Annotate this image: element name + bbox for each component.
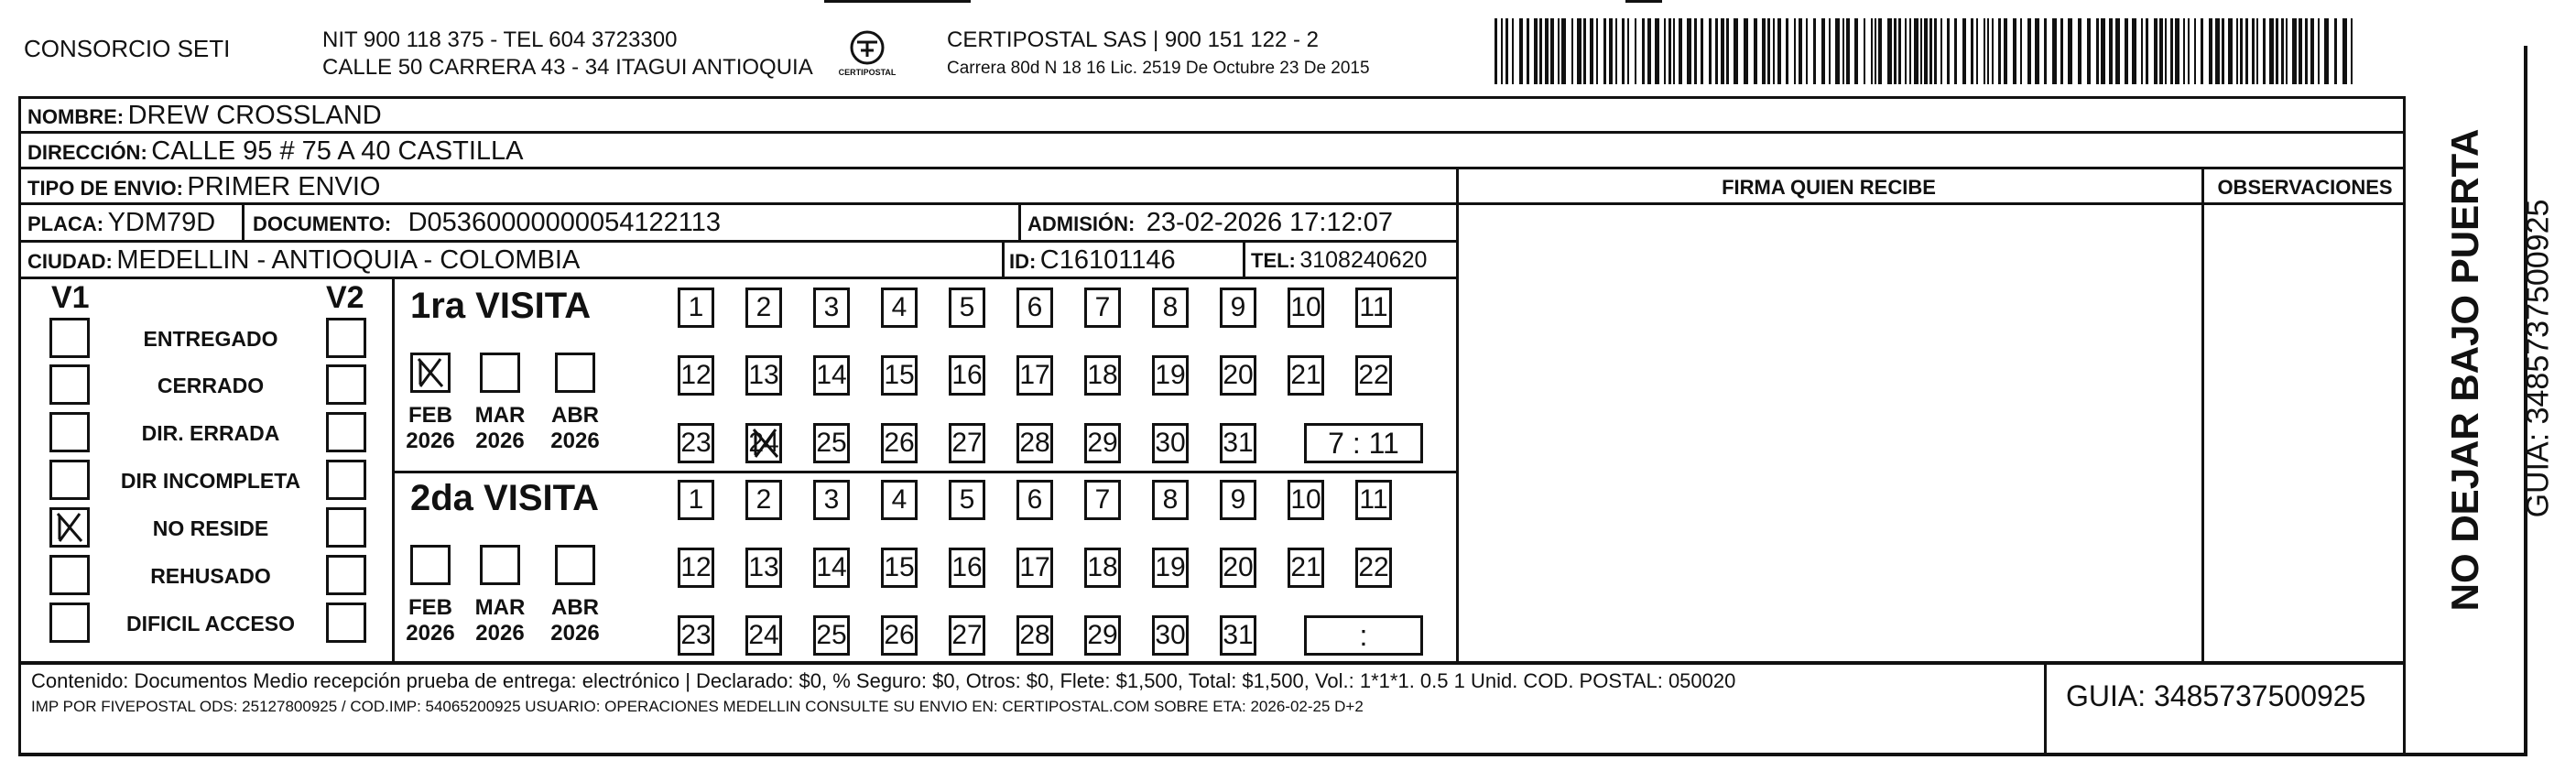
day-box[interactable]: 25 [813, 615, 850, 656]
day-box[interactable]: 12 [678, 355, 714, 396]
day-box[interactable]: 10 [1288, 480, 1324, 520]
first-visit-title: 1ra VISITA [410, 286, 592, 326]
license-line: Carrera 80d N 18 16 Lic. 2519 De Octubre 23 De 2015 [947, 59, 1370, 78]
month-checkbox[interactable] [555, 353, 595, 393]
day-box[interactable]: 14 [813, 355, 850, 396]
v1-checkbox[interactable] [49, 507, 90, 548]
month-year: 2026 [406, 429, 455, 453]
admision-divider [1018, 202, 1021, 240]
admision-row [1027, 208, 1393, 238]
v2-checkbox[interactable] [326, 364, 366, 405]
month-name: MAR [474, 595, 526, 620]
day-box[interactable]: 22 [1355, 355, 1392, 396]
day-box[interactable]: 11 [1355, 480, 1392, 520]
time-field[interactable]: : [1304, 615, 1423, 656]
placa-label: PLACA: [27, 212, 104, 235]
day-box[interactable]: 17 [1016, 355, 1053, 396]
placa-divider [242, 202, 245, 240]
row-divider [18, 131, 2406, 134]
day-box[interactable]: 11 [1355, 288, 1392, 328]
ciudad-row [27, 245, 580, 276]
nit-line: NIT 900 118 375 - TEL 604 3723300 [322, 27, 678, 52]
day-box[interactable]: 9 [1220, 480, 1256, 520]
footer-guia-divider [2044, 662, 2047, 754]
svg-text:CERTIPOSTAL: CERTIPOSTAL [838, 68, 897, 77]
v2-checkbox[interactable] [326, 507, 366, 548]
month-name: ABR [551, 403, 599, 428]
day-box[interactable]: 6 [1016, 288, 1053, 328]
day-box[interactable]: 19 [1152, 355, 1189, 396]
placa-row [27, 208, 215, 238]
day-box[interactable]: 1 [678, 480, 714, 520]
time-field[interactable]: 7 : 11 [1304, 423, 1423, 463]
day-box[interactable]: 24 [745, 615, 782, 656]
day-box[interactable]: 29 [1084, 423, 1121, 463]
day-box[interactable]: 7 [1084, 288, 1121, 328]
v2-checkbox[interactable] [326, 412, 366, 452]
admision-label: ADMISIÓN: [1027, 212, 1136, 235]
second-visit-title: 2da VISITA [410, 478, 599, 518]
day-box[interactable]: 8 [1152, 480, 1189, 520]
no-dejar-warning: NO DEJAR BAJO PUERTA [2443, 128, 2486, 612]
v2-checkbox[interactable] [326, 460, 366, 500]
day-box[interactable]: 28 [1016, 615, 1053, 656]
month-name: MAR [474, 403, 526, 428]
v2-checkbox[interactable] [326, 555, 366, 595]
footer-right-border [2403, 661, 2406, 755]
row-divider [18, 167, 2406, 169]
day-box[interactable]: 17 [1016, 548, 1053, 588]
day-box[interactable]: 26 [881, 615, 918, 656]
documento-row [253, 208, 721, 238]
contenido-line: Contenido: Documentos Medio recepción prueba de entrega: electrónico | Declarado: $0, % Seguro: $0, Otros: $0, Flete: $1,500, Total: $1,500, Vol.: 1*1*1. 0.5 1 Unid. COD. POSTAL: 050020 [31, 669, 1736, 692]
day-box[interactable]: 27 [949, 615, 985, 656]
month-checkbox[interactable] [480, 353, 520, 393]
id-row [1009, 245, 1176, 276]
day-box[interactable]: 4 [881, 288, 918, 328]
day-box[interactable]: 29 [1084, 615, 1121, 656]
tipo-label: TIPO DE ENVIO: [27, 177, 183, 200]
day-box[interactable]: 8 [1152, 288, 1189, 328]
day-box[interactable]: 22 [1355, 548, 1392, 588]
day-box[interactable]: 3 [813, 480, 850, 520]
v2-checkbox[interactable] [326, 318, 366, 358]
v1-checkbox[interactable] [49, 460, 90, 500]
day-box[interactable]: 9 [1220, 288, 1256, 328]
day-box[interactable]: 15 [881, 548, 918, 588]
day-box[interactable]: 10 [1288, 288, 1324, 328]
month-year: 2026 [406, 621, 455, 646]
day-box[interactable]: 4 [881, 480, 918, 520]
status-label: REHUSADO [150, 564, 271, 588]
day-box[interactable]: 5 [949, 288, 985, 328]
company-name: CONSORCIO SETI [24, 35, 231, 62]
documento-label: DOCUMENTO: [253, 212, 392, 235]
row-divider [18, 662, 2406, 665]
status-label: DIFICIL ACCESO [125, 612, 295, 635]
direccion-label: DIRECCIÓN: [27, 141, 147, 164]
month-label [471, 595, 529, 646]
v1-checkbox[interactable] [49, 318, 90, 358]
id-divider [1002, 240, 1005, 277]
day-box[interactable]: 1 [678, 288, 714, 328]
day-box[interactable]: 12 [678, 548, 714, 588]
month-label [546, 595, 604, 646]
month-label [401, 403, 460, 454]
month-name: ABR [551, 595, 599, 620]
tel-row [1251, 247, 1427, 274]
v1-header: V1 [51, 280, 90, 315]
day-box[interactable]: 13 [745, 548, 782, 588]
v1-checkbox[interactable] [49, 364, 90, 405]
status-label: DIR. ERRADA [141, 421, 280, 445]
tipo-row [27, 172, 380, 202]
day-box[interactable]: 16 [949, 548, 985, 588]
row-divider [18, 753, 2406, 755]
day-box[interactable]: 3 [813, 288, 850, 328]
tel-label: TEL: [1251, 249, 1296, 272]
certipostal-line: CERTIPOSTAL SAS | 900 151 122 - 2 [947, 27, 1319, 52]
obs-divider [2201, 167, 2204, 662]
v1-checkbox[interactable] [49, 603, 90, 643]
row-divider [18, 240, 1456, 243]
day-box[interactable]: 18 [1084, 548, 1121, 588]
month-year: 2026 [475, 621, 525, 646]
day-box[interactable]: 2 [745, 288, 782, 328]
day-box[interactable]: 30 [1152, 615, 1189, 656]
status-label: DIR INCOMPLETA [120, 469, 301, 493]
direccion-value: CALLE 95 # 75 A 40 CASTILLA [151, 136, 524, 166]
month-checkbox[interactable] [555, 545, 595, 585]
side-guia: GUIA: 3485737500925 [2520, 199, 2556, 518]
month-checkbox[interactable] [410, 545, 451, 585]
day-box[interactable]: 21 [1288, 355, 1324, 396]
row-divider [18, 202, 1456, 205]
certipostal-logo [835, 27, 899, 82]
day-box[interactable]: 2 [745, 480, 782, 520]
month-label [471, 403, 529, 454]
day-box[interactable]: 14 [813, 548, 850, 588]
observaciones-header: OBSERVACIONES [2217, 176, 2393, 199]
day-box[interactable]: 30 [1152, 423, 1189, 463]
status-divider [392, 277, 395, 662]
month-name: FEB [408, 595, 452, 620]
placa-value: YDM79D [107, 208, 216, 237]
tipo-value: PRIMER ENVIO [187, 172, 381, 201]
footer-left-border [18, 661, 21, 755]
day-box[interactable]: 19 [1152, 548, 1189, 588]
visit-divider [392, 471, 1456, 473]
day-box[interactable]: 28 [1016, 423, 1053, 463]
v2-header: V2 [326, 280, 364, 315]
top-edge-mark [1625, 0, 1662, 3]
direccion-row [27, 136, 524, 167]
v1-checkbox[interactable] [49, 555, 90, 595]
day-box[interactable]: 23 [678, 423, 714, 463]
nombre-row [27, 101, 382, 131]
day-box[interactable]: 20 [1220, 548, 1256, 588]
row-divider [18, 277, 1456, 279]
status-label: CERRADO [157, 374, 265, 397]
firma-header: FIRMA QUIEN RECIBE [1722, 176, 1936, 199]
imp-line: IMP POR FIVEPOSTAL ODS: 25127800925 / COD.IMP: 54065200925 USUARIO: OPERACIONES MEDELLIN CONSULTE SU ENVIO EN: CERTIPOSTAL.COM SOBRE ETA: 2026-02-25 D+2 [31, 698, 1364, 715]
day-box[interactable]: 15 [881, 355, 918, 396]
documento-value: D05360000000054122113 [408, 208, 721, 237]
nombre-label: NOMBRE: [27, 105, 125, 128]
day-box[interactable]: 25 [813, 423, 850, 463]
day-box[interactable]: 21 [1288, 548, 1324, 588]
nombre-value: DREW CROSSLAND [127, 101, 382, 130]
day-box[interactable]: 5 [949, 480, 985, 520]
day-box[interactable]: 26 [881, 423, 918, 463]
id-value: C16101146 [1039, 245, 1176, 275]
day-box[interactable]: 24 [745, 423, 782, 463]
status-label: NO RESIDE [152, 516, 269, 540]
firma-header-line [1456, 202, 2406, 205]
day-box[interactable]: 13 [745, 355, 782, 396]
top-edge-mark [824, 0, 971, 3]
tel-divider [1243, 240, 1245, 277]
day-box[interactable]: 20 [1220, 355, 1256, 396]
barcode [1495, 18, 2361, 84]
month-year: 2026 [550, 429, 600, 453]
month-checkbox[interactable] [410, 353, 451, 393]
visit-right-divider [1456, 277, 1459, 662]
address-line: CALLE 50 CARRERA 43 - 34 ITAGUI ANTIOQUIA [322, 55, 813, 80]
side-panel [2410, 101, 2556, 650]
id-label: ID: [1009, 250, 1037, 273]
month-label [546, 403, 604, 454]
ciudad-label: CIUDAD: [27, 250, 113, 273]
v2-checkbox[interactable] [326, 603, 366, 643]
day-box[interactable]: 18 [1084, 355, 1121, 396]
tel-value: 3108240620 [1299, 247, 1428, 273]
status-label: ENTREGADO [143, 327, 278, 351]
month-label [401, 595, 460, 646]
month-checkbox[interactable] [480, 545, 520, 585]
day-box[interactable]: 16 [949, 355, 985, 396]
footer-guia: GUIA: 3485737500925 [2066, 679, 2366, 712]
month-name: FEB [408, 403, 452, 428]
admision-value: 23-02-2026 17:12:07 [1146, 208, 1394, 237]
day-box[interactable]: 31 [1220, 423, 1256, 463]
day-box[interactable]: 6 [1016, 480, 1053, 520]
day-box[interactable]: 31 [1220, 615, 1256, 656]
day-box[interactable]: 23 [678, 615, 714, 656]
v1-checkbox[interactable] [49, 412, 90, 452]
day-box[interactable]: 7 [1084, 480, 1121, 520]
month-year: 2026 [475, 429, 525, 453]
ciudad-value: MEDELLIN - ANTIOQUIA - COLOMBIA [116, 245, 581, 275]
month-year: 2026 [550, 621, 600, 646]
day-box[interactable]: 27 [949, 423, 985, 463]
